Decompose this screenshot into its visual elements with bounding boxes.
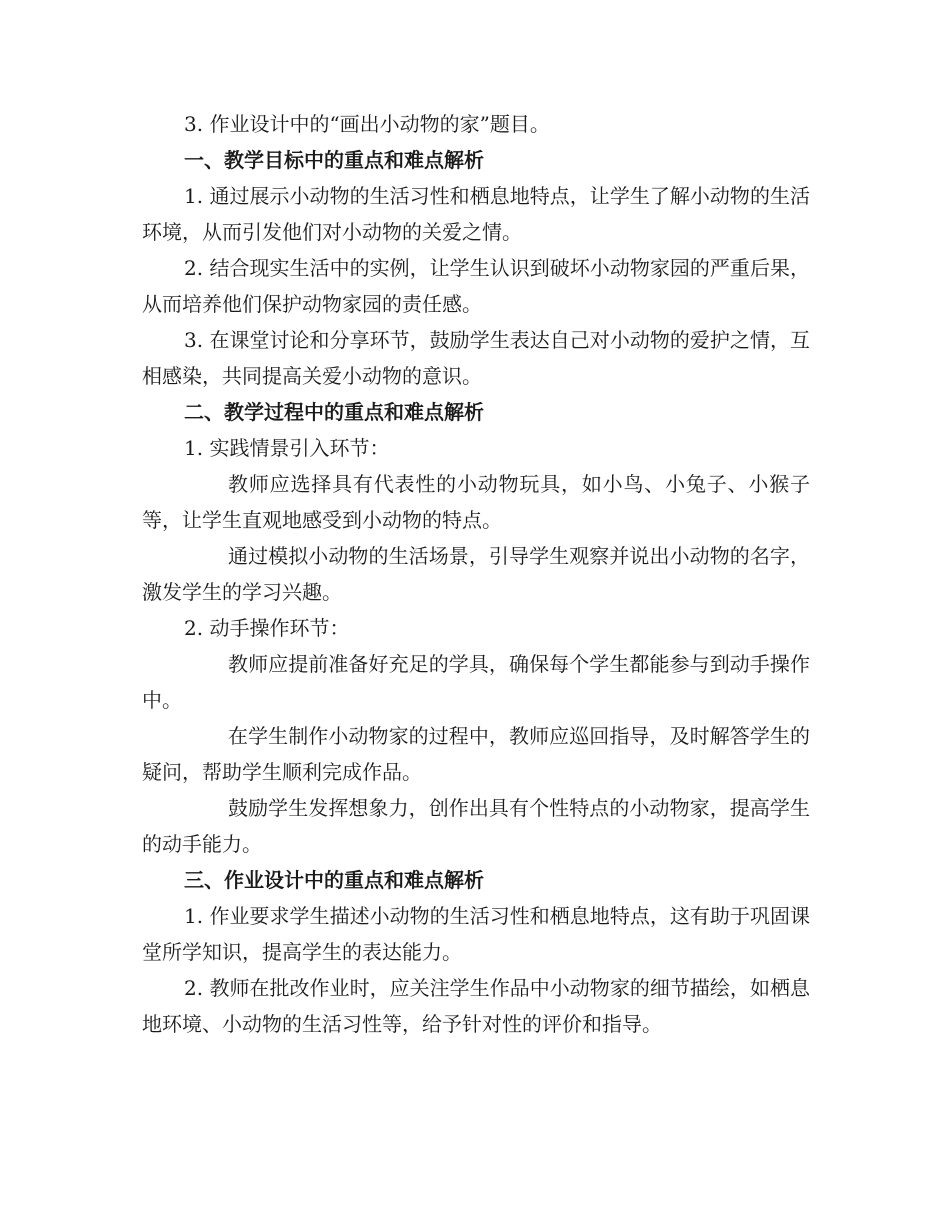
paragraph-process-1-a: 教师应选择具有代表性的小动物玩具，如小鸟、小兔子、小猴子等，让学生直观地感受到小动物的特点。	[142, 472, 810, 532]
paragraph-process-2-title: 2. 动手操作环节：	[184, 616, 350, 640]
section-heading-teaching-process: 二、教学过程中的重点和难点解析	[184, 400, 484, 424]
document-body	[142, 106, 810, 1042]
paragraph-process-2-a: 教师应提前准备好充足的学具，确保每个学生都能参与到动手操作中。	[142, 652, 810, 712]
paragraph-homework-2: 2. 教师在批改作业时，应关注学生作品中小动物家的细节描绘，如栖息地环境、小动物的生活习性等，给予针对性的评价和指导。	[142, 976, 810, 1036]
paragraph-process-1-title: 1. 实践情景引入环节：	[184, 436, 390, 460]
paragraph-homework-item-3: 3. 作业设计中的“画出小动物的家”题目。	[184, 112, 550, 136]
paragraph-process-2-c: 鼓励学生发挥想象力，创作出具有个性特点的小动物家，提高学生的动手能力。	[142, 796, 810, 856]
paragraph-goal-1: 1. 通过展示小动物的生活习性和栖息地特点，让学生了解小动物的生活环境，从而引发他们对小动物的关爱之情。	[142, 184, 810, 244]
paragraph-homework-1: 1. 作业要求学生描述小动物的生活习性和栖息地特点，这有助于巩固课堂所学知识，提高学生的表达能力。	[142, 904, 810, 964]
paragraph-process-2-b: 在学生制作小动物家的过程中，教师应巡回指导，及时解答学生的疑问，帮助学生顺利完成作品。	[142, 724, 810, 784]
paragraph-goal-3: 3. 在课堂讨论和分享环节，鼓励学生表达自己对小动物的爱护之情，互相感染，共同提高关爱小动物的意识。	[142, 328, 810, 388]
paragraph-goal-2: 2. 结合现实生活中的实例，让学生认识到破坏小动物家园的严重后果，从而培养他们保护动物家园的责任感。	[142, 256, 810, 316]
section-heading-homework-design: 三、作业设计中的重点和难点解析	[184, 868, 484, 892]
paragraph-process-1-b: 通过模拟小动物的生活场景，引导学生观察并说出小动物的名字，激发学生的学习兴趣。	[142, 544, 810, 604]
section-heading-teaching-goals: 一、教学目标中的重点和难点解析	[184, 148, 484, 172]
